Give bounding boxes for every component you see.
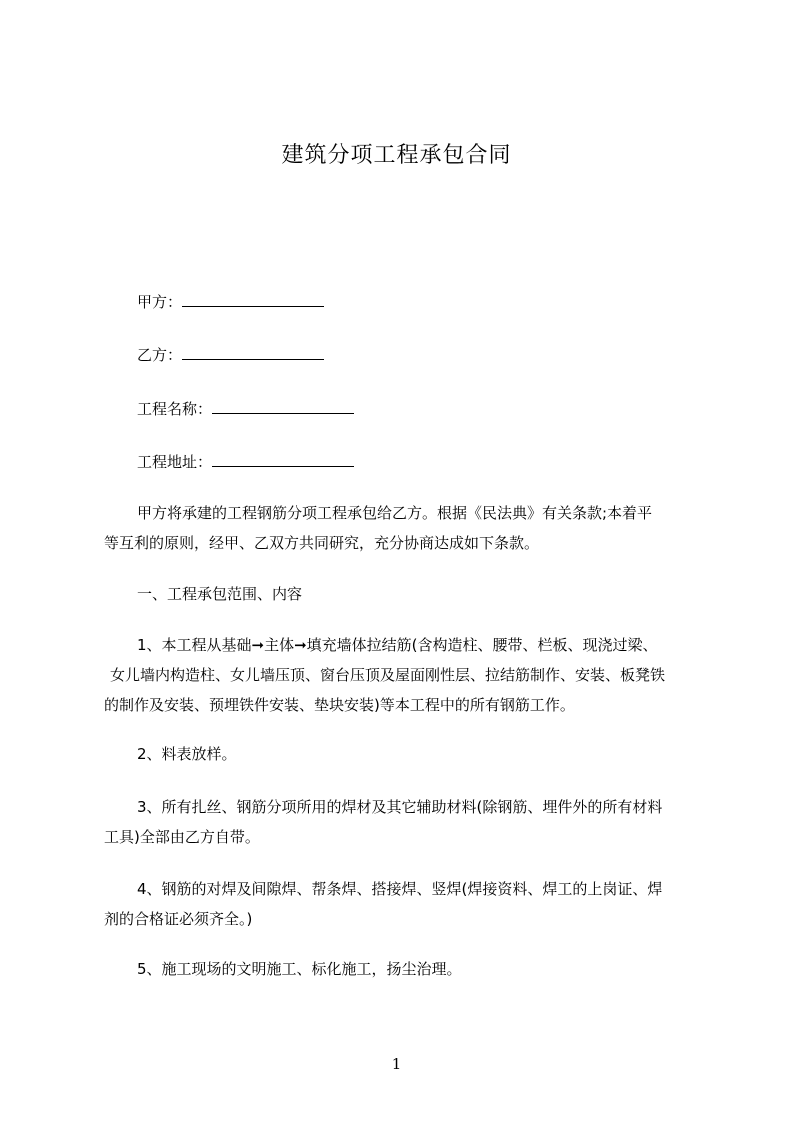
item-5-line-1: 5、施工现场的文明施工、标化施工，扬尘治理。 xyxy=(137,960,462,978)
item-4-line-1: 4、钢筋的对焊及间隙焊、帮条焊、搭接焊、竖焊(焊接资料、焊工的上岗证、焊 xyxy=(137,880,663,898)
project-name-label: 工程名称： xyxy=(137,400,213,418)
item-1 xyxy=(104,630,704,720)
item-2 xyxy=(104,739,704,769)
item-5 xyxy=(104,954,704,984)
item-1-line-2: 女儿墙内构造柱、女儿墙压顶、窗台压顶及屋面刚性层、拉结筋制作、安装、板凳铁 xyxy=(110,666,666,684)
intro-paragraph xyxy=(104,498,700,558)
item-3-line-1: 3、所有扎丝、钢筋分项所用的焊材及其它辅助材料(除钢筋、埋件外的所有材料 xyxy=(137,798,663,816)
section-1-heading: 一、工程承包范围、内容 xyxy=(137,585,303,603)
item-3-line-2: 工具)全部由乙方自带。 xyxy=(104,828,260,846)
item-1-line-1: 1、本工程从基础➞主体➞填充墙体拉结筋(含构造柱、腰带、栏板、现浇过梁、 xyxy=(137,636,658,654)
project-address-field xyxy=(137,451,354,473)
item-4 xyxy=(104,874,704,934)
item-4-line-2: 剂的合格证必须齐全。) xyxy=(104,910,253,928)
project-name-blank[interactable] xyxy=(212,399,354,414)
party-b-blank[interactable] xyxy=(182,345,324,360)
item-2-line-1: 2、料表放样。 xyxy=(137,745,237,763)
party-a-blank[interactable] xyxy=(182,292,324,307)
party-a-field xyxy=(137,291,324,313)
item-3 xyxy=(104,792,704,852)
party-b-label: 乙方： xyxy=(137,346,183,364)
item-1-line-3: 的制作及安装、预埋铁件安装、垫块安装)等本工程中的所有钢筋工作。 xyxy=(104,696,575,714)
project-address-label: 工程地址： xyxy=(137,453,213,471)
contract-title: 建筑分项工程承包合同 xyxy=(281,143,512,168)
project-name-field xyxy=(137,398,354,420)
party-b-field xyxy=(137,344,324,366)
page-number: 1 xyxy=(391,1055,402,1073)
party-a-label: 甲方： xyxy=(137,293,183,311)
intro-line-1: 甲方将承建的工程钢筋分项工程承包给乙方。根据《民法典》有关条款;本着平 xyxy=(137,504,653,522)
intro-line-2: 等互利的原则，经甲、乙双方共同研究，充分协商达成如下条款。 xyxy=(104,534,540,552)
project-address-blank[interactable] xyxy=(212,452,354,467)
